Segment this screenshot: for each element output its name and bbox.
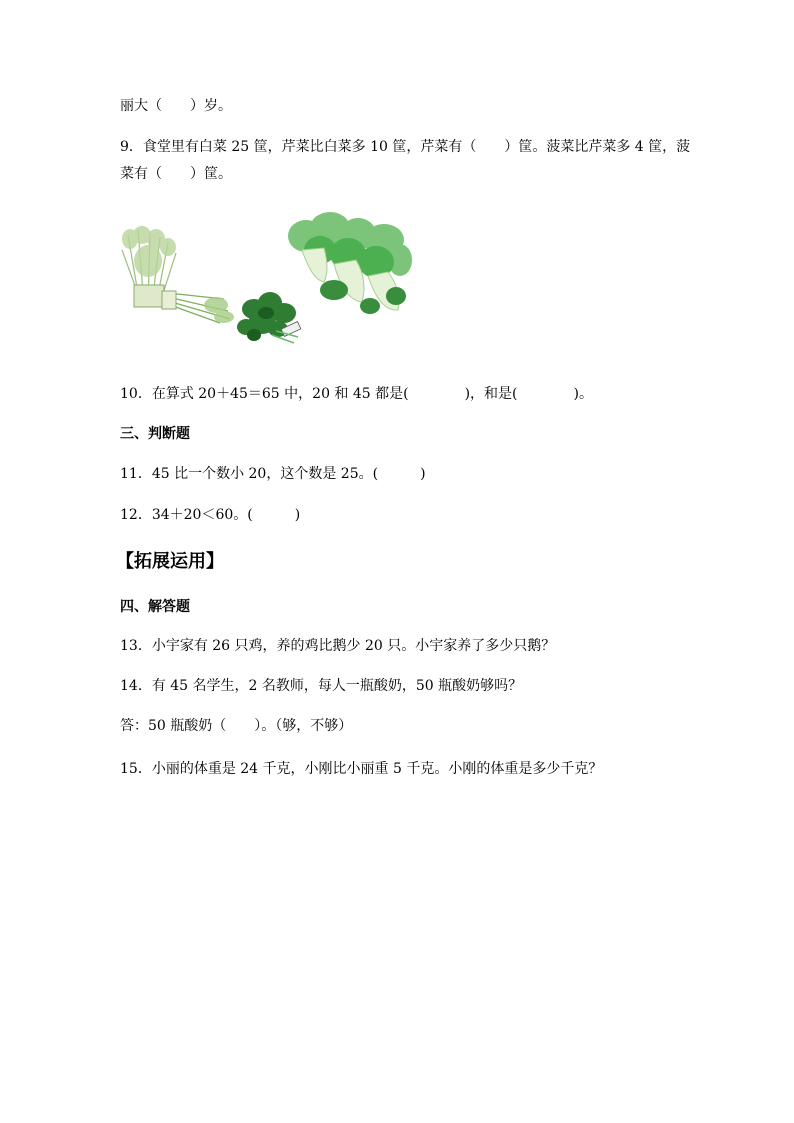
question-10: 10．在算式 20＋45＝65 中，20 和 45 都是( )，和是( )。 [120, 386, 593, 402]
celery-picture [120, 225, 235, 325]
section-3-heading: 三、判断题 [120, 426, 190, 442]
question-15: 15．小丽的体重是 24 千克，小刚比小丽重 5 千克。小刚的体重是多少千克？ [120, 761, 603, 777]
question-13: 13．小宇家有 26 只鸡，养的鸡比鹅少 20 只。小宇家养了多少只鹅？ [120, 638, 556, 654]
cabbage-picture [284, 210, 414, 320]
question-12: 12．34＋20＜60。( ) [120, 507, 301, 523]
q8-tail: 丽大（ ）岁。 [120, 98, 232, 114]
q9-line2: 菜有（ ）筐。 [120, 166, 232, 182]
section-4-heading: 四、解答题 [120, 599, 190, 615]
extend-section-heading: 【拓展运用】 [116, 551, 224, 572]
question-11: 11．45 比一个数小 20，这个数是 25。( ) [120, 466, 426, 482]
question-14-answer: 答：50 瓶酸奶（ ）。（够，不够） [120, 718, 353, 734]
question-14: 14．有 45 名学生，2 名教师，每人一瓶酸奶，50 瓶酸奶够吗？ [120, 678, 523, 694]
q9-line1: 9．食堂里有白菜 25 筐，芹菜比白菜多 10 筐，芹菜有（ ）筐。菠菜比芹菜多 4 筐，菠 [120, 139, 691, 155]
